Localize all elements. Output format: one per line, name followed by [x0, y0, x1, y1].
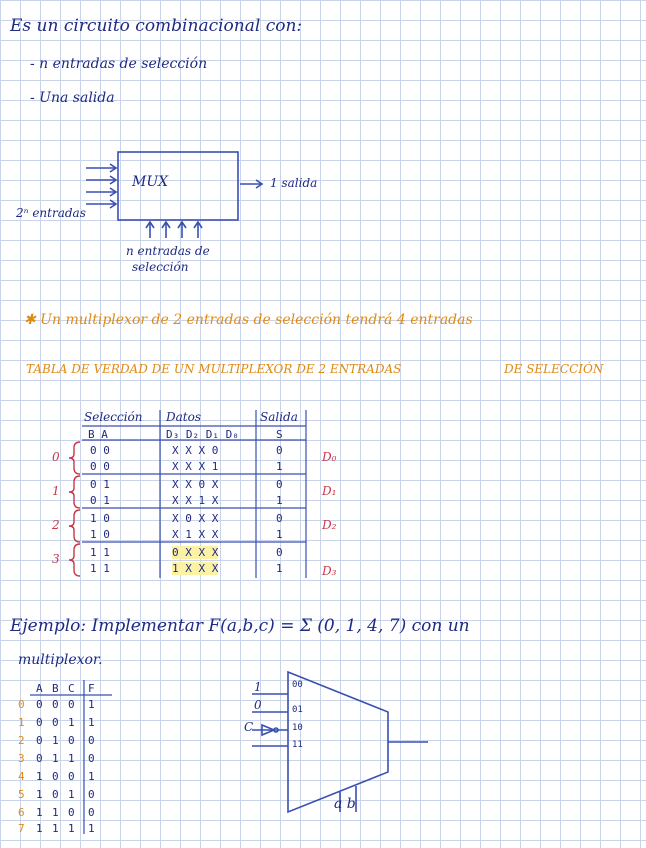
abc-row-7-idx: 7 — [18, 822, 25, 835]
tt-row-2-d: X X 0 X — [172, 478, 219, 491]
tt-row-3-d: X X 1 X — [172, 494, 219, 507]
intro-bullet-2: - Una salida — [30, 90, 115, 106]
tt-row-7-ba: 1 1 — [90, 562, 110, 575]
tt-row-1-d: X X X 1 — [172, 460, 219, 473]
abc-header-f: F — [88, 682, 95, 695]
abc-row-6-b: 1 — [52, 806, 59, 819]
tt-header-sel: Selección — [84, 410, 143, 424]
abc-header-c: C — [68, 682, 75, 695]
tt-header-s: S — [276, 428, 283, 441]
example-line-2: multiplexor. — [18, 652, 103, 668]
impl-port-10: 10 — [292, 723, 303, 733]
tt-row-4-d: X 0 X X — [172, 512, 219, 525]
tt-row-4-ba: 1 0 — [90, 512, 110, 525]
tt-out-d3: D₃ — [322, 564, 337, 578]
abc-row-0-a: 0 — [36, 698, 43, 711]
tt-out-d1: D₁ — [322, 484, 337, 498]
abc-row-0-c: 0 — [68, 698, 75, 711]
tt-row-5-d: X 1 X X — [172, 528, 219, 541]
abc-row-2-a: 0 — [36, 734, 43, 747]
abc-row-2-b: 1 — [52, 734, 59, 747]
tt-header-ba: B A — [88, 428, 108, 441]
abc-row-7-c: 1 — [68, 822, 75, 835]
tt-row-6-d: 0 X X X — [172, 546, 219, 559]
impl-in-c: C — [244, 720, 254, 734]
tt-row-2-ba: 0 1 — [90, 478, 110, 491]
abc-row-6-idx: 6 — [18, 806, 25, 819]
abc-row-2-f: 0 — [88, 734, 95, 747]
note-text: ✱ Un multiplexor de 2 entradas de selección tendrá 4 entradas — [24, 312, 473, 328]
abc-row-4-a: 1 — [36, 770, 43, 783]
abc-row-7-a: 1 — [36, 822, 43, 835]
tt-row-3-ba: 0 1 — [90, 494, 110, 507]
mux-sel-label-2: selección — [132, 260, 189, 274]
abc-row-2-idx: 2 — [18, 734, 25, 747]
abc-row-7-f: 1 — [88, 822, 95, 835]
impl-in-1: 1 — [254, 680, 262, 694]
tt-row-1-ba: 0 0 — [90, 460, 110, 473]
impl-port-11: 11 — [292, 740, 303, 750]
tt-row-0-ba: 0 0 — [90, 444, 110, 457]
tt-row-5-s: 1 — [276, 528, 283, 541]
tt-row-5-ba: 1 0 — [90, 528, 110, 541]
abc-row-5-a: 1 — [36, 788, 43, 801]
tt-row-0-d: X X X 0 — [172, 444, 219, 457]
abc-row-4-idx: 4 — [18, 770, 25, 783]
truth-table-heading-2: DE SELECCIÓN — [504, 362, 604, 376]
mux-output-label: 1 salida — [270, 176, 318, 190]
abc-row-5-b: 0 — [52, 788, 59, 801]
impl-select-ab: a b — [334, 796, 356, 812]
abc-row-1-f: 1 — [88, 716, 95, 729]
abc-row-0-f: 1 — [88, 698, 95, 711]
mux-sel-label-1: n entradas de — [126, 244, 210, 258]
tt-row-0-s: 0 — [276, 444, 283, 457]
intro-title: Es un circuito combinacional con: — [10, 16, 303, 36]
tt-header-data: Datos — [166, 410, 201, 424]
tt-row-2-s: 0 — [276, 478, 283, 491]
tt-header-d: D₃ D₂ D₁ D₀ — [166, 428, 239, 441]
abc-row-3-b: 1 — [52, 752, 59, 765]
tt-row-6-ba: 1 1 — [90, 546, 110, 559]
abc-row-3-idx: 3 — [18, 752, 25, 765]
tt-out-d0: D₀ — [322, 450, 337, 464]
abc-row-0-idx: 0 — [18, 698, 25, 711]
abc-row-6-c: 0 — [68, 806, 75, 819]
tt-row-3-s: 1 — [276, 494, 283, 507]
tt-row-4-s: 0 — [276, 512, 283, 525]
abc-row-4-b: 0 — [52, 770, 59, 783]
abc-header-b: B — [52, 682, 59, 695]
abc-row-3-f: 0 — [88, 752, 95, 765]
tt-header-out: Salida — [260, 410, 298, 424]
mux-label: MUX — [132, 174, 169, 190]
abc-row-5-f: 0 — [88, 788, 95, 801]
tt-group-0: 0 — [52, 450, 60, 464]
abc-row-1-c: 1 — [68, 716, 75, 729]
abc-row-3-a: 0 — [36, 752, 43, 765]
abc-row-6-a: 1 — [36, 806, 43, 819]
impl-port-01: 01 — [292, 705, 303, 715]
mux-inputs-label: 2ⁿ entradas — [16, 206, 86, 220]
abc-row-1-b: 0 — [52, 716, 59, 729]
abc-row-6-f: 0 — [88, 806, 95, 819]
tt-group-2: 2 — [52, 518, 60, 532]
tt-row-7-d: 1 X X X — [172, 562, 219, 575]
tt-row-6-s: 0 — [276, 546, 283, 559]
impl-port-00: 00 — [292, 680, 303, 690]
abc-row-1-a: 0 — [36, 716, 43, 729]
tt-out-d2: D₂ — [322, 518, 337, 532]
mux-trapezoid — [288, 672, 388, 812]
abc-row-1-idx: 1 — [18, 716, 25, 729]
example-line-1: Ejemplo: Implementar F(a,b,c) = Σ (0, 1, 4, 7) con un — [10, 616, 470, 636]
abc-row-5-idx: 5 — [18, 788, 25, 801]
abc-header-a: A — [36, 682, 43, 695]
abc-row-5-c: 1 — [68, 788, 75, 801]
impl-in-0: 0 — [254, 698, 262, 712]
abc-row-0-b: 0 — [52, 698, 59, 711]
abc-row-3-c: 1 — [68, 752, 75, 765]
intro-bullet-1: - n entradas de selección — [30, 56, 208, 72]
abc-row-2-c: 0 — [68, 734, 75, 747]
abc-row-7-b: 1 — [52, 822, 59, 835]
tt-group-3: 3 — [52, 552, 60, 566]
abc-row-4-f: 1 — [88, 770, 95, 783]
abc-row-4-c: 0 — [68, 770, 75, 783]
tt-group-1: 1 — [52, 484, 60, 498]
tt-row-1-s: 1 — [276, 460, 283, 473]
truth-table-heading: TABLA DE VERDAD DE UN MULTIPLEXOR DE 2 ENTRADAS — [26, 362, 402, 376]
tt-row-7-s: 1 — [276, 562, 283, 575]
